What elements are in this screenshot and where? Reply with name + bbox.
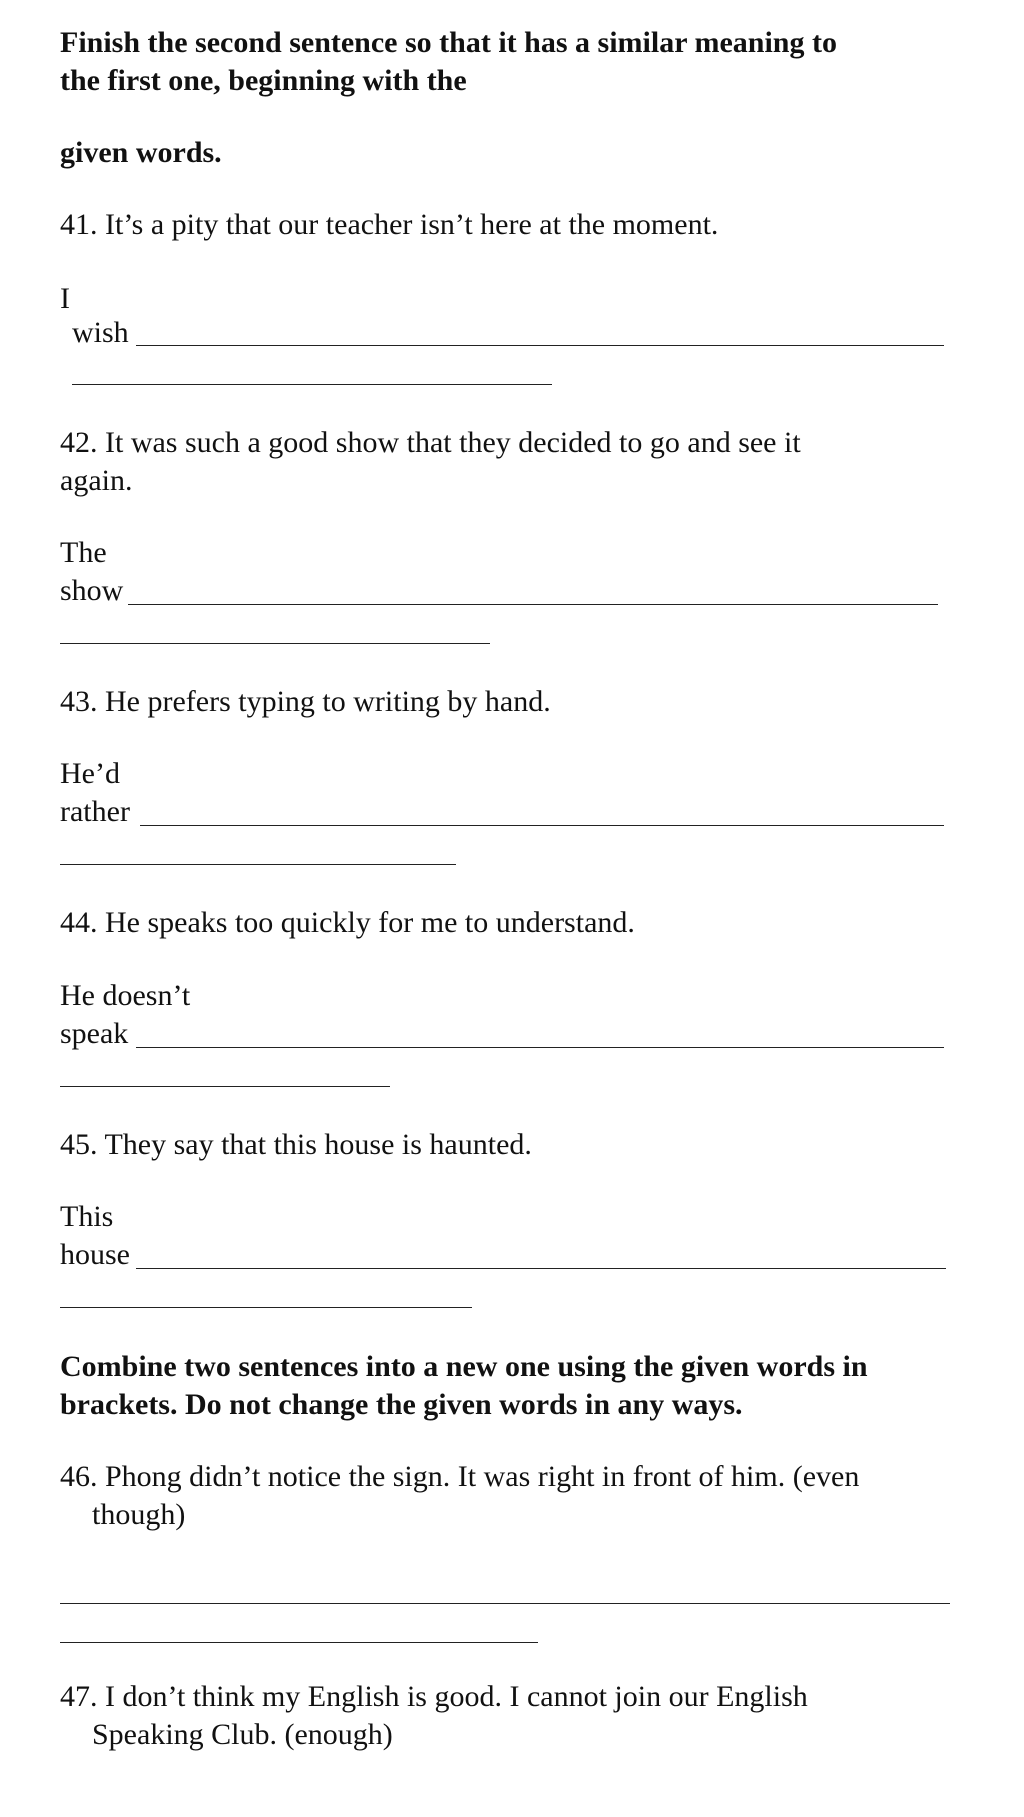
q43-start-word2: rather [60, 795, 130, 828]
q42-prompt-line2: again. [60, 464, 133, 497]
q45-answer-line-2 [60, 1307, 472, 1308]
section1-instruction-line3: given words. [60, 136, 222, 169]
q43-prompt: 43. He prefers typing to writing by hand. [60, 685, 551, 718]
q41-prompt: 41. It’s a pity that our teacher isn’t here at the moment. [60, 208, 719, 241]
q46-answer-line-1 [60, 1603, 950, 1604]
q43-answer-line-1 [140, 825, 944, 826]
section1-instruction-line2: the first one, beginning with the [60, 64, 467, 97]
section2-instruction-line1: Combine two sentences into a new one using the given words in [60, 1350, 868, 1383]
q47-prompt-line2: Speaking Club. (enough) [92, 1718, 393, 1751]
q43-answer-line-2 [60, 864, 456, 865]
q46-prompt-line2: though) [92, 1498, 186, 1531]
q46-answer-line-2 [60, 1642, 538, 1643]
q43-start-word1: He’d [60, 757, 120, 790]
q45-prompt: 45. They say that this house is haunted. [60, 1128, 532, 1161]
q41-start-word1: I [60, 282, 70, 315]
section1-instruction-line1: Finish the second sentence so that it has a similar meaning to [60, 26, 837, 59]
q46-prompt-line1: 46. Phong didn’t notice the sign. It was right in front of him. (even [60, 1460, 860, 1493]
q41-answer-line-2 [72, 384, 552, 385]
q41-start-word2: wish [72, 316, 129, 349]
q42-answer-line-2 [60, 643, 490, 644]
q42-answer-line-1 [128, 604, 938, 605]
q45-start-word1: This [60, 1200, 114, 1233]
q47-prompt-line1: 47. I don’t think my English is good. I cannot join our English [60, 1680, 808, 1713]
q42-start-word2: show [60, 574, 124, 607]
section2-instruction-line2: brackets. Do not change the given words in any ways. [60, 1388, 743, 1421]
q44-answer-line-2 [60, 1086, 390, 1087]
q41-answer-line-1 [136, 345, 944, 346]
q44-answer-line-1 [136, 1047, 944, 1048]
q44-start-word1: He doesn’t [60, 979, 191, 1012]
q44-prompt: 44. He speaks too quickly for me to understand. [60, 906, 635, 939]
q45-start-word2: house [60, 1238, 130, 1271]
q42-prompt-line1: 42. It was such a good show that they decided to go and see it [60, 426, 801, 459]
q45-answer-line-1 [136, 1268, 946, 1269]
q42-start-word1: The [60, 536, 107, 569]
q44-start-word2: speak [60, 1017, 129, 1050]
